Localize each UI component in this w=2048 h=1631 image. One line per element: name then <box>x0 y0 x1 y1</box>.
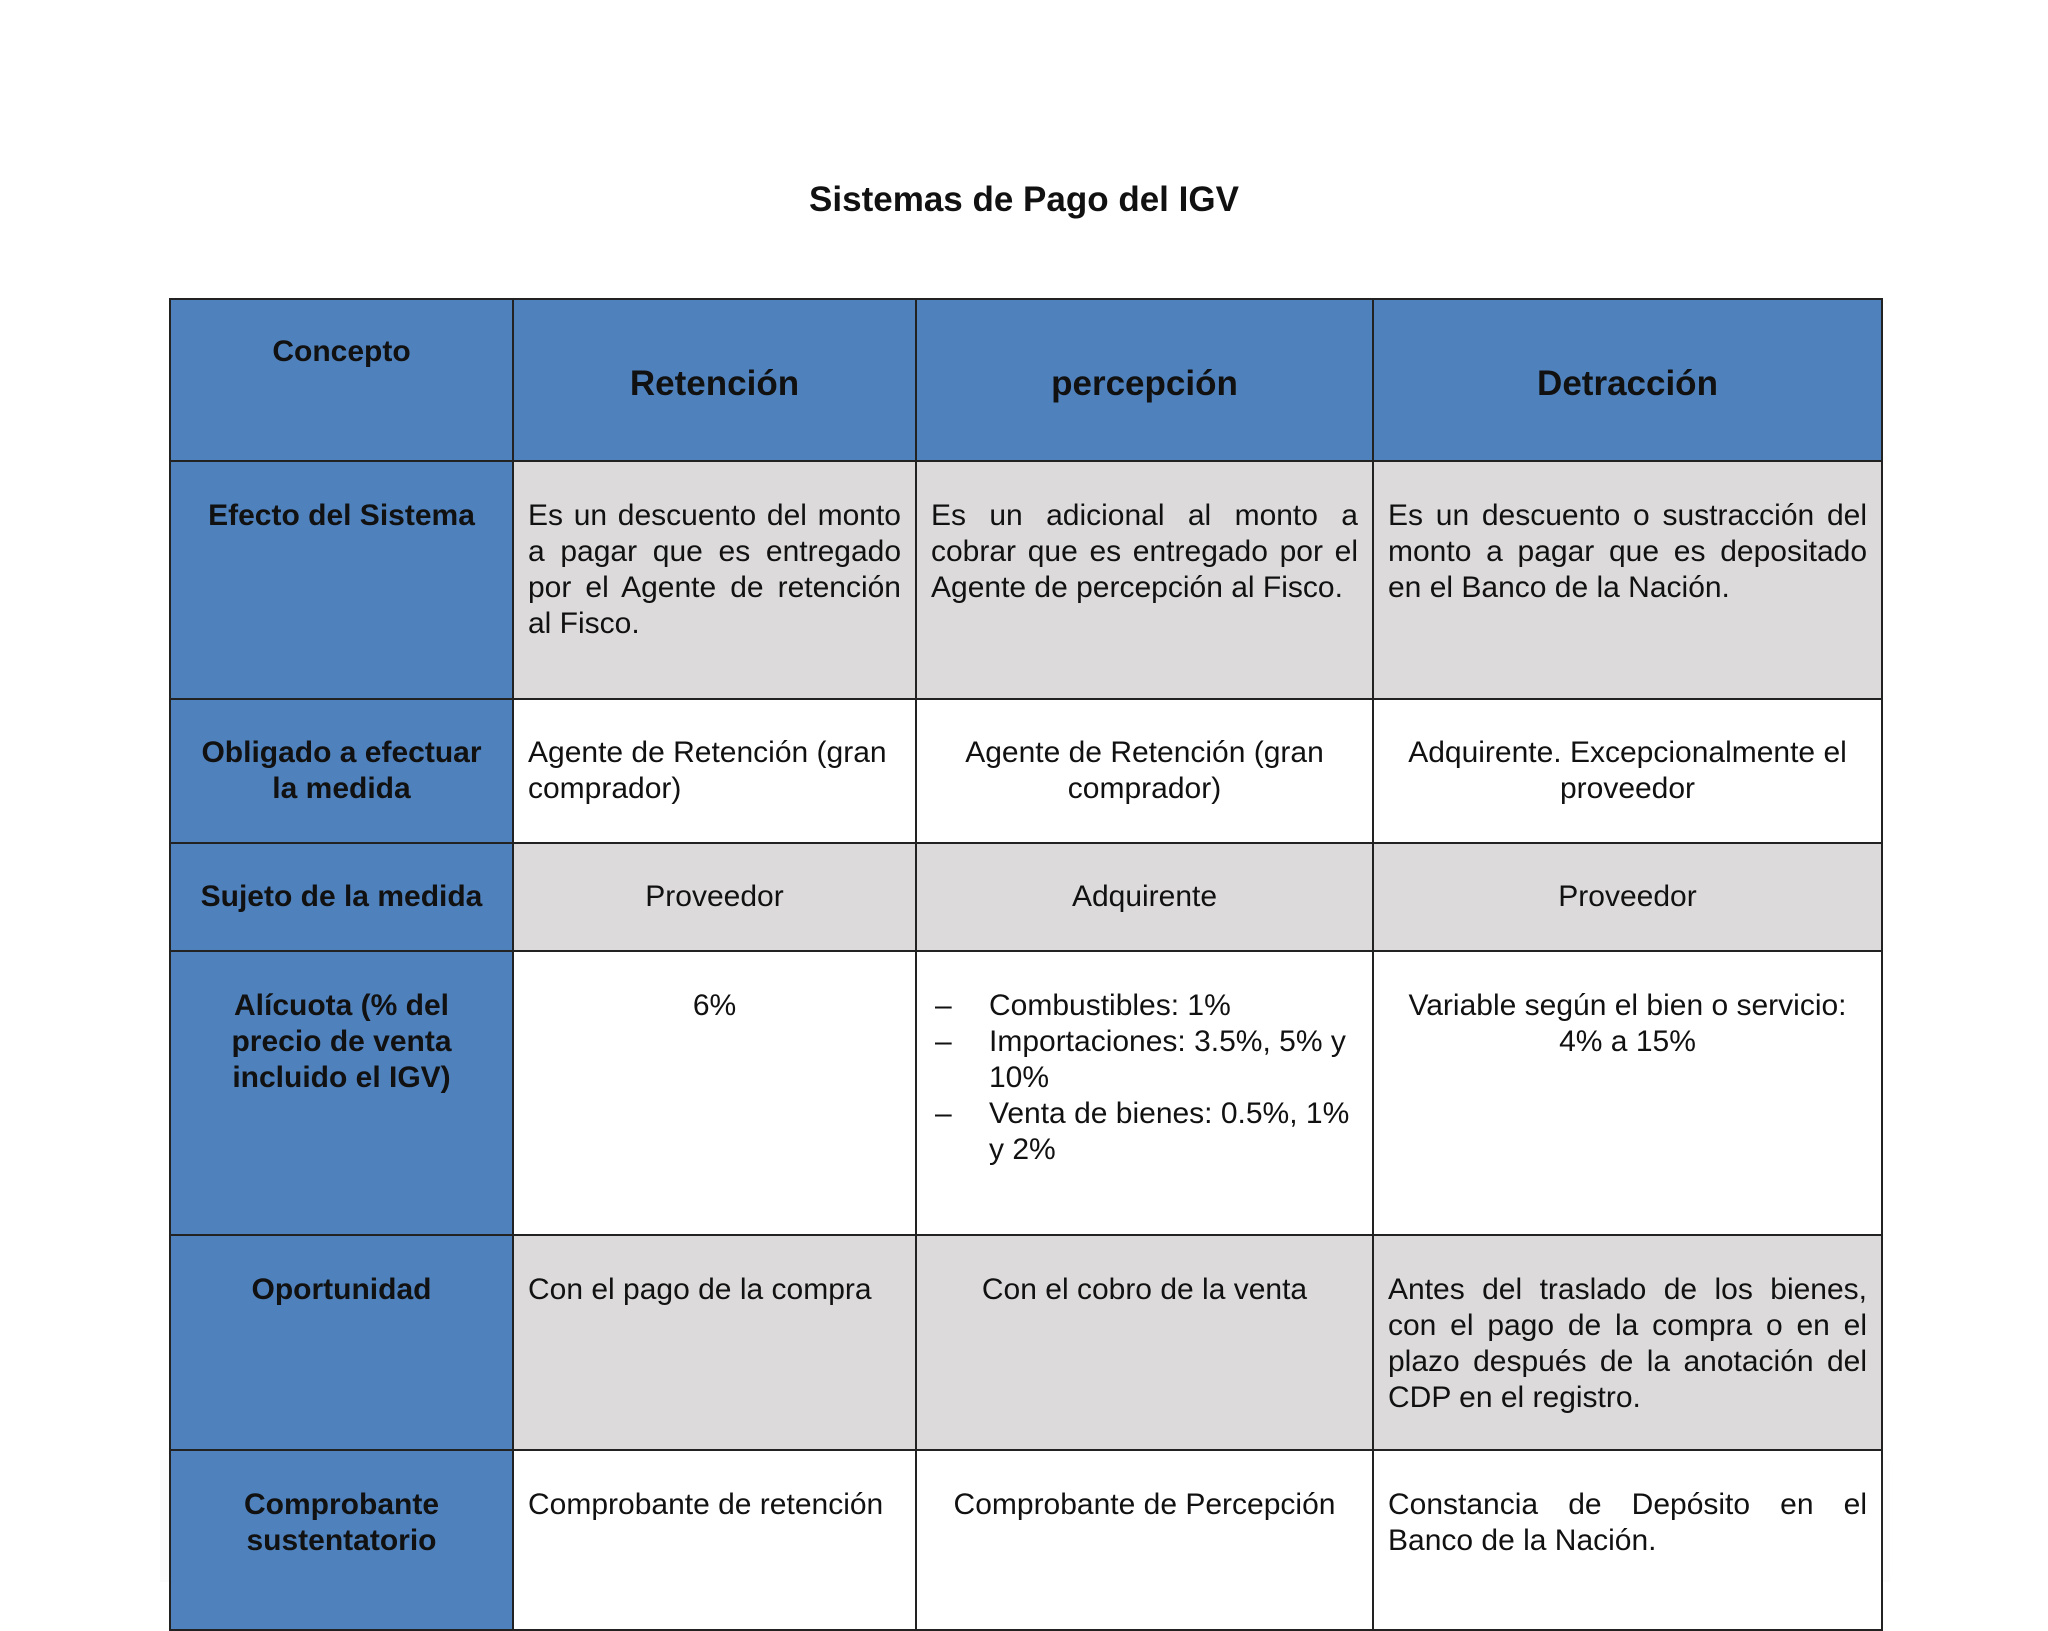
row-label-efecto: Efecto del Sistema <box>170 461 513 699</box>
list-item <box>931 1024 1358 1096</box>
table-row <box>170 843 1882 951</box>
page-title: Sistemas de Pago del IGV <box>809 180 1239 219</box>
cell-sujeto-detraccion: Proveedor <box>1373 843 1882 951</box>
dash-bullet-icon: – <box>935 1025 952 1058</box>
row-label-oportunidad: Oportunidad <box>170 1235 513 1450</box>
cell-efecto-retencion: Es un descuento del monto a pagar que es entregado por el Agente de retención al Fisco. <box>513 461 916 699</box>
cell-comprobante-percepcion: Comprobante de Percepción <box>916 1450 1373 1630</box>
row-label-alicuota: Alícuota (% del precio de venta incluido el IGV) <box>170 951 513 1235</box>
list-item-text: Importaciones: 3.5%, 5% y 10% <box>989 1025 1346 1094</box>
row-label-obligado: Obligado a efectuar la medida <box>170 699 513 843</box>
cell-efecto-detraccion: Es un descuento o sustracción del monto a pagar que es depositado en el Banco de la Nación. <box>1373 461 1882 699</box>
cell-sujeto-percepcion: Adquirente <box>916 843 1373 951</box>
table-row <box>170 699 1882 843</box>
igv-payment-systems-table <box>169 298 1883 1631</box>
igv-table-container <box>169 298 1881 1631</box>
cell-comprobante-detraccion: Constancia de Depósito en el Banco de la Nación. <box>1373 1450 1882 1630</box>
list-item <box>931 1096 1358 1168</box>
cell-obligado-percepcion: Agente de Retención (gran comprador) <box>916 699 1373 843</box>
cell-alicuota-detraccion: Variable según el bien o servicio: 4% a 15% <box>1373 951 1882 1235</box>
header-percepcion: percepción <box>916 299 1373 461</box>
row-label-comprobante: Comprobante sustentatorio <box>170 1450 513 1630</box>
cell-alicuota-percepcion <box>916 951 1373 1235</box>
header-retencion: Retención <box>513 299 916 461</box>
cell-efecto-percepcion: Es un adicional al monto a cobrar que es entregado por el Agente de percepción al Fisco. <box>916 461 1373 699</box>
cell-alicuota-retencion: 6% <box>513 951 916 1235</box>
cell-obligado-detraccion: Adquirente. Excepcionalmente el proveedor <box>1373 699 1882 843</box>
cell-oportunidad-retencion: Con el pago de la compra <box>513 1235 916 1450</box>
header-detraccion: Detracción <box>1373 299 1882 461</box>
dash-bullet-icon: – <box>935 989 952 1022</box>
cell-sujeto-retencion: Proveedor <box>513 843 916 951</box>
header-concepto: Concepto <box>170 299 513 461</box>
list-item-text: Combustibles: 1% <box>989 989 1231 1022</box>
table-row <box>170 1450 1882 1630</box>
alicuota-percepcion-list <box>931 988 1358 1168</box>
row-label-sujeto: Sujeto de la medida <box>170 843 513 951</box>
cell-obligado-retencion: Agente de Retención (gran comprador) <box>513 699 916 843</box>
cell-comprobante-retencion: Comprobante de retención <box>513 1450 916 1630</box>
dash-bullet-icon: – <box>935 1097 952 1130</box>
list-item-text: Venta de bienes: 0.5%, 1% y 2% <box>989 1097 1350 1166</box>
table-row <box>170 951 1882 1235</box>
table-header-row <box>170 299 1882 461</box>
table-row <box>170 1235 1882 1450</box>
cell-oportunidad-percepcion: Con el cobro de la venta <box>916 1235 1373 1450</box>
list-item <box>931 988 1358 1024</box>
cell-oportunidad-detraccion: Antes del traslado de los bienes, con el pago de la compra o en el plazo después de la anotación del CDP en el registro. <box>1373 1235 1882 1450</box>
table-row <box>170 461 1882 699</box>
